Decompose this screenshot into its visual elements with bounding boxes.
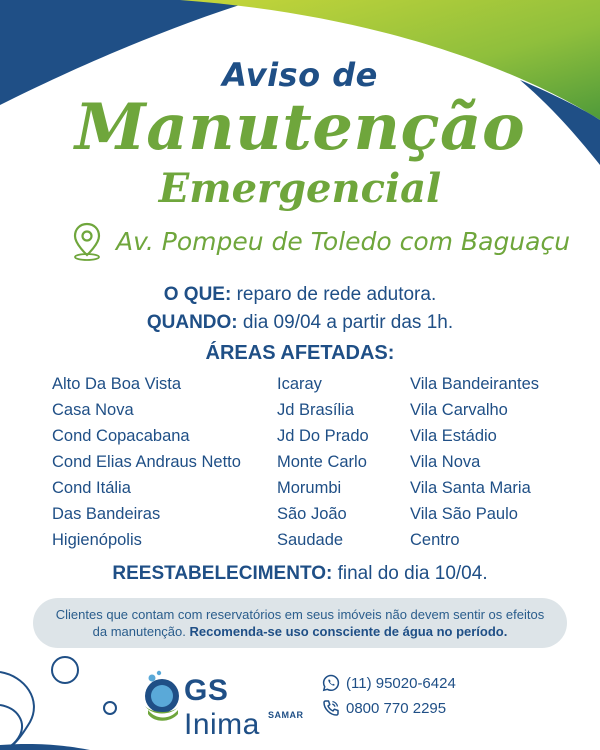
area-item: Icaray <box>277 375 322 393</box>
areas-heading: ÁREAS AFETADAS: <box>205 342 395 364</box>
reestablishment-value: final do dia 10/04. <box>337 563 488 584</box>
what-label: O QUE: <box>163 284 232 305</box>
location-text: Av. Pompeu de Toledo com Baguaçu <box>116 226 571 256</box>
when-value: dia 09/04 a partir das 1h. <box>242 312 454 333</box>
area-item: Vila São Paulo <box>410 505 518 523</box>
areas-column-2 <box>277 371 369 553</box>
phone-icon <box>322 699 340 717</box>
whatsapp-contact[interactable] <box>322 674 456 692</box>
brand-logo <box>140 668 310 741</box>
title-line-2: Manutenção <box>74 90 526 165</box>
area-item: Vila Carvalho <box>410 401 508 419</box>
area-item: Centro <box>410 531 460 549</box>
notice-text: Clientes que contam com reservatórios em seus imóveis não devem sentir os efeitos da manutenção. <box>55 607 545 639</box>
area-item: Alto Da Boa Vista <box>52 375 182 393</box>
areas-column-3 <box>410 371 539 553</box>
notice-paragraph <box>47 606 553 640</box>
area-item: Vila Bandeirantes <box>410 375 540 393</box>
reestablishment-line <box>0 563 600 585</box>
area-item: Cond Copacabana <box>52 427 190 445</box>
phone-number: 0800 770 2295 <box>346 699 447 717</box>
brand-inima: Inima <box>184 708 260 741</box>
area-item: Higienópolis <box>52 531 142 549</box>
what-value: reparo de rede adutora. <box>236 284 437 305</box>
area-item: Das Bandeiras <box>52 505 161 523</box>
map-pin-icon <box>70 221 104 261</box>
area-item: Cond Itália <box>52 479 131 497</box>
whatsapp-icon <box>322 674 340 692</box>
area-item: Casa Nova <box>52 401 134 419</box>
phone-contact[interactable] <box>322 699 446 717</box>
area-item: Vila Santa Maria <box>410 479 531 497</box>
area-item: Vila Nova <box>410 453 481 471</box>
what-line <box>0 284 600 306</box>
area-item: Saudade <box>277 531 344 549</box>
water-drop-logo-icon <box>140 668 184 724</box>
area-item: Jd Brasília <box>277 401 355 419</box>
reestablishment-label: REESTABELECIMENTO: <box>112 563 333 584</box>
area-item: Vila Estádio <box>410 427 497 445</box>
notice-bold-text: Recomenda-se uso consciente de água no período. <box>189 624 508 639</box>
area-item: Jd Do Prado <box>277 427 369 445</box>
area-item: São João <box>277 505 347 523</box>
whatsapp-number: (11) 95020-6424 <box>346 674 456 692</box>
title-line-3: Emergencial <box>158 165 442 212</box>
area-item: Morumbi <box>277 479 342 497</box>
brand-samar: SAMAR <box>268 710 304 720</box>
title-line-1: Aviso de <box>222 56 378 94</box>
when-line <box>0 312 600 334</box>
area-item: Cond Elias Andraus Netto <box>52 453 241 471</box>
brand-gs: GS <box>184 674 229 707</box>
notice-box <box>33 598 567 648</box>
areas-column-1 <box>52 371 241 553</box>
brand-name <box>184 674 310 742</box>
when-label: QUANDO: <box>146 312 238 333</box>
area-item: Monte Carlo <box>277 453 367 471</box>
location <box>70 218 570 264</box>
